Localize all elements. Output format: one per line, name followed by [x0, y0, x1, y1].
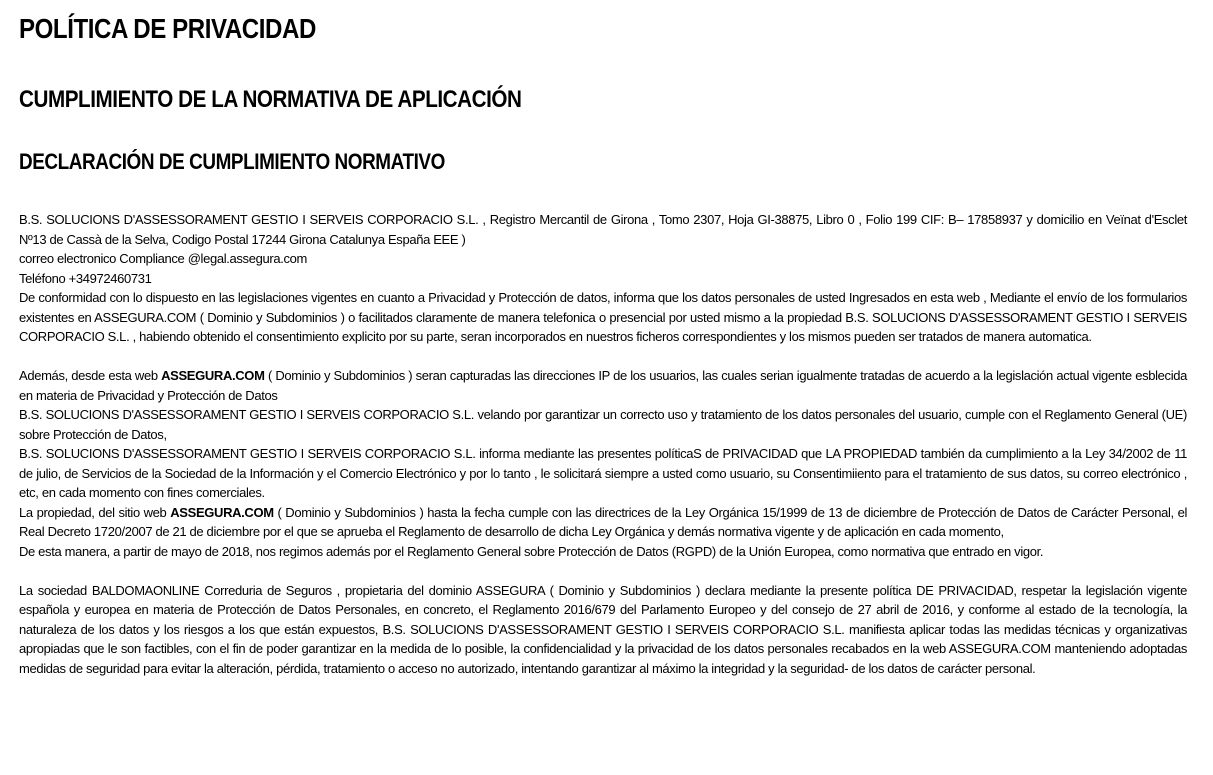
- page-title: POLÍTICA DE PRIVACIDAD: [19, 13, 316, 44]
- company-email: correo electronico Compliance @legal.assegura.com: [19, 251, 307, 266]
- paragraph-gdpr-compliance: B.S. SOLUCIONS D'ASSESSORAMENT GESTIO I SERVEIS CORPORACIO S.L. velando por garantizar un correcto uso y tratamiento de los datos personales del usuario, cumple con el Reglamento General (UE) sobre Protección de Datos,: [19, 407, 1187, 442]
- paragraph-lssi-compliance: B.S. SOLUCIONS D'ASSESSORAMENT GESTIO I SERVEIS CORPORACIO S.L. informa mediante las presentes políticaS de PRIVACIDAD que LA PROPIEDAD también da cumplimiento a la Ley 34/2002 de 11 de julio, de Servicios de la Sociedad de la Información y el Comercio Electrónico y por lo tanto , le solicitará siempre a usted como usuario, su Consentimiiento para el tratamiento de sus datos, su correo electrónico , etc, en cada momento con fines comerciales.: [19, 446, 1187, 500]
- paragraph-ip-capture: [19, 366, 1187, 405]
- paragraph-ip-capture-lead: Además, desde esta web: [19, 368, 162, 383]
- brand-name: ASSEGURA.COM: [161, 368, 265, 383]
- paragraph-lopd-rest: ( Dominio y Subdominios ) hasta la fecha cumple con las directrices de la Ley Orgánica 15/1999 de 13 de diciembre de Protección de Datos de Carácter Personal, el Real Decreto 1720/2007 de 21 de diciembre por el que se aprueba el Reglamento de desarrollo de dicha Ley Orgánica y demás normativa vigente y de aplicación en cada momento,: [19, 504, 1187, 539]
- section-title: CUMPLIMIENTO DE LA NORMATIVA DE APLICACIÓN: [19, 86, 522, 113]
- paragraph-security-measures: La sociedad BALDOMAONLINE Correduria de Seguros , propietaria del dominio ASSEGURA ( Dominio y Subdominios ) declara mediante la presente política DE PRIVACIDAD, respetar la legislación vigente española y europea en materia de Protección de Datos Personales, en concreto, el Reglamento 2016/679 del Parlamento Europeo y del consejo de 27 abril de 2016, y conforme al estado de la tecnología, la naturaleza de los datos y los riesgos a los que están expuestos, B.S. SOLUCIONS D'ASSESSORAMENT GESTIO I SERVEIS CORPORACIO S.L. manifiesta aplicar todas las medidas técnicas y organizativas apropiadas que le son factibles, con el fin de poder garantizar en la medida de lo posible, la confidencialidad y la privacidad de los datos personales recabados en la web ASSEGURA.COM manteniendo adoptadas medidas de seguridad para evitar la alteración, pérdida, tratamiento o acceso no autorizado, intentando garantizar al máximo la integridad y la seguridad- de los datos de carácter personal.: [19, 582, 1187, 676]
- company-phone: Teléfono +34972460731: [19, 270, 152, 286]
- company-registry: B.S. SOLUCIONS D'ASSESSORAMENT GESTIO I SERVEIS CORPORACIO S.L. , Registro Mercantil de Girona , Tomo 2307, Hoja GI-38875, Libro 0 , Folio 199 CIF: B– 17858937 y domicilio en Veïnat d'Esclet Nº13 de Cassà de la Selva, Codigo Postal 17244 Girona Catalunya España EEE ): [19, 212, 1187, 247]
- paragraph-spacer: [19, 561, 1187, 581]
- paragraph-lopd-lead: La propiedad, del sitio web: [19, 504, 171, 520]
- policy-body: [19, 210, 1187, 678]
- paragraph-spacer: [19, 347, 1187, 367]
- paragraph-ip-capture-rest: ( Dominio y Subdominios ) seran capturadas las direcciones IP de los usuarios, las cuales serian igualmente tratadas de acuerdo a la legislación actual vigente esblecida en materia de Privacidad y Protección de Datos: [19, 368, 1187, 403]
- brand-name: ASSEGURA.COM: [170, 504, 274, 520]
- subsection-title: DECLARACIÓN DE CUMPLIMIENTO NORMATIVO: [19, 149, 445, 174]
- paragraph-data-collection: De conformidad con lo dispuesto en las legislaciones vigentes en cuanto a Privacidad y Protección de datos, informa que los datos personales de usted Ingresados en esta web , Mediante el envío de los formularios existentes en ASSEGURA.COM ( Dominio y Subdominios ) o facilitados claramente de manera telefonica o presencial por usted mismo a la propiedad B.S. SOLUCIONS D'ASSESSORAMENT GESTIO I SERVEIS CORPORACIO S.L. , habiendo obtenido el consentimiento explicito por su parte, seran incorporados en nuestros ficheros correspondientes y los mismos pueden ser tratados de manera automatica.: [19, 290, 1187, 344]
- paragraph-lopd-compliance: [19, 503, 1187, 542]
- paragraph-rgpd: De esta manera, a partir de mayo de 2018, nos regimos además por el Reglamento General sobre Protección de Datos (RGPD) de la Unión Europea, como normativa que entrado en vigor.: [19, 543, 1044, 559]
